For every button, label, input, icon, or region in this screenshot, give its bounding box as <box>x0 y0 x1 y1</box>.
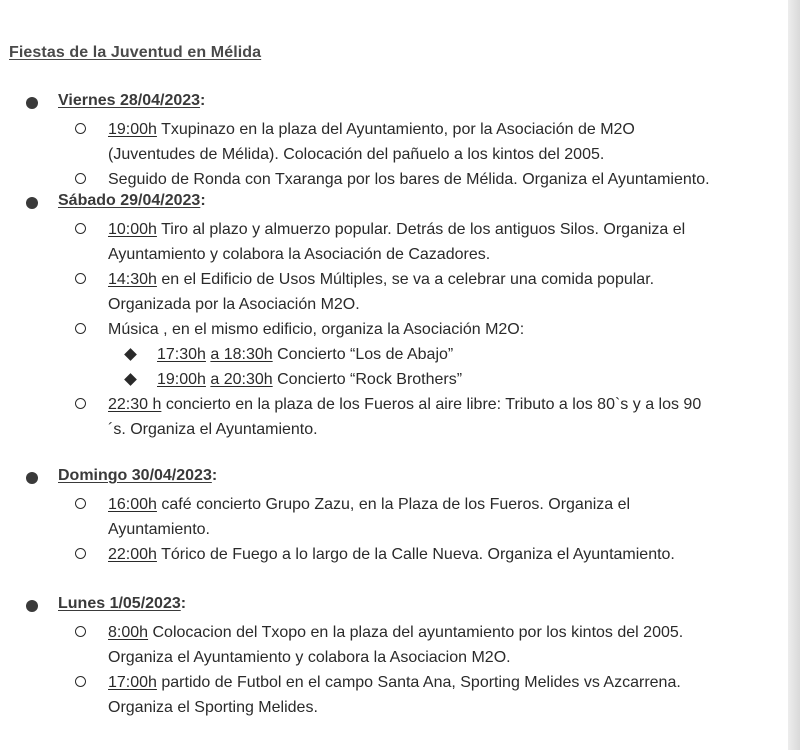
list-item <box>0 217 788 267</box>
event-time: 10:00h <box>108 221 157 238</box>
event-time: 17:00h <box>108 674 157 691</box>
circle-bullet-icon <box>75 123 86 134</box>
list-item <box>0 317 788 342</box>
event-text-cont: Ayuntamiento. <box>108 521 210 538</box>
event-text: Tórico de Fuego a lo largo de la Calle Nueva. Organiza el Ayuntamiento. <box>156 546 675 563</box>
circle-bullet-icon <box>75 398 86 409</box>
disc-bullet-icon <box>26 97 38 109</box>
diamond-bullet-icon <box>124 348 137 361</box>
list-item <box>0 117 788 167</box>
concert-text: Concierto “Los de Abajo” <box>272 346 454 363</box>
disc-bullet-icon <box>26 197 38 209</box>
day-label: Viernes 28/04/2023 <box>58 92 201 109</box>
event-text: Música , en el mismo edificio, organiza la Asociación M2O: <box>108 321 525 338</box>
event-text: Colocacion del Txopo en la plaza del ayuntamiento por los kintos del 2005. <box>148 624 684 641</box>
event-text-cont: ´s. Organiza el Ayuntamiento. <box>108 421 318 438</box>
circle-bullet-icon <box>75 498 86 509</box>
sub-list-item <box>0 342 788 367</box>
event-text: café concierto Grupo Zazu, en la Plaza de los Fueros. Organiza el <box>156 496 631 513</box>
list-item <box>0 267 788 317</box>
concert-start: 17:30h <box>157 346 206 363</box>
circle-bullet-icon <box>75 173 86 184</box>
concert-start: 19:00h <box>157 371 206 388</box>
disc-bullet-icon <box>26 600 38 612</box>
event-time: 8:00h <box>108 624 149 641</box>
event-text-cont: Organiza el Ayuntamiento y colabora la Asociacion M2O. <box>108 649 511 666</box>
day-section-lunes: Lunes 1/05/2023: 8:00h Colocacion del Txopo en la plaza del ayuntamiento por los kintos del 2005. Organiza el Ayuntamiento y colabora la Asociacion M2O. 17:00h partido de Futbol en el campo Santa Ana, Sporting Melides vs Azcarrena. Organiza el Sporting Melides. <box>0 595 788 720</box>
day-section-viernes: Viernes 28/04/2023: 19:00h Txupinazo en la plaza del Ayuntamiento, por la Asociación de M2O (Juventudes de Mélida). Colocación del pañuelo a los kintos del 2005. Seguido de Ronda con Txaranga por los bares de Mélida. Organiza el Ayuntamiento. <box>0 92 788 192</box>
list-item <box>0 620 788 670</box>
circle-bullet-icon <box>75 626 86 637</box>
list-item <box>0 542 788 567</box>
list-item <box>0 392 788 442</box>
event-time: 16:00h <box>108 496 157 513</box>
event-time: 22:00h <box>108 546 157 563</box>
list-item <box>0 492 788 542</box>
diamond-bullet-icon <box>124 373 137 386</box>
event-text: Tiro al plazo y almuerzo popular. Detrás de los antiguos Silos. Organiza el <box>156 221 686 238</box>
event-time: 14:30h <box>108 271 157 288</box>
sub-list-item <box>0 367 788 392</box>
event-time: 19:00h <box>108 121 157 138</box>
event-text: en el Edificio de Usos Múltiples, se va a celebrar una comida popular. <box>156 271 655 288</box>
event-text: Txupinazo en la plaza del Ayuntamiento, por la Asociación de M2O <box>156 121 635 138</box>
event-text-cont: Organizada por la Asociación M2O. <box>108 296 360 313</box>
disc-bullet-icon <box>26 472 38 484</box>
event-text-cont: Organiza el Sporting Melides. <box>108 699 318 716</box>
concert-text: Concierto “Rock Brothers” <box>272 371 463 388</box>
concert-end: a 20:30h <box>210 371 273 388</box>
day-label: Domingo 30/04/2023 <box>58 467 212 484</box>
circle-bullet-icon <box>75 223 86 234</box>
circle-bullet-icon <box>75 676 86 687</box>
event-text: concierto en la plaza de los Fueros al aire libre: Tributo a los 80`s y a los 90 <box>161 396 702 413</box>
event-text: Seguido de Ronda con Txaranga por los bares de Mélida. Organiza el Ayuntamiento. <box>108 171 710 188</box>
day-label: Lunes 1/05/2023 <box>58 595 181 612</box>
document-title: Fiestas de la Juventud en Mélida <box>9 44 262 61</box>
list-item <box>0 167 788 192</box>
event-text-cont: (Juventudes de Mélida). Colocación del pañuelo a los kintos del 2005. <box>108 146 605 163</box>
event-text-cont: Ayuntamiento y colabora la Asociación de Cazadores. <box>108 246 491 263</box>
day-section-domingo: Domingo 30/04/2023: 16:00h café concierto Grupo Zazu, en la Plaza de los Fueros. Organiza el Ayuntamiento. 22:00h Tórico de Fuego a lo largo de la Calle Nueva. Organiza el Ayuntamiento. <box>0 467 788 567</box>
event-text: partido de Futbol en el campo Santa Ana, Sporting Melides vs Azcarrena. <box>156 674 681 691</box>
day-section-sabado: Sábado 29/04/2023: 10:00h Tiro al plazo y almuerzo popular. Detrás de los antiguos Silos. Organiza el Ayuntamiento y colabora la Asociación de Cazadores. 14:30h en el Edificio de Usos Múltiples, se va a celebrar una comida popular. Organizada por la Asociación M2O. Música , en el mismo edificio, organiza la Asociación M2O: 17:30h a 18:30h Concierto “Los de Abajo” 19:00h a 20:30h Concierto “Rock Brothers” 22:30 h concierto en la plaza de los Fueros al aire libre: Tributo a los 80`s y a los 90 ´s. Organiza el Ayuntamiento. <box>0 192 788 442</box>
list-item <box>0 670 788 720</box>
circle-bullet-icon <box>75 548 86 559</box>
concert-end: a 18:30h <box>210 346 273 363</box>
circle-bullet-icon <box>75 273 86 284</box>
circle-bullet-icon <box>75 323 86 334</box>
event-time: 22:30 h <box>108 396 162 413</box>
day-label: Sábado 29/04/2023 <box>58 192 201 209</box>
page-edge <box>788 0 800 750</box>
